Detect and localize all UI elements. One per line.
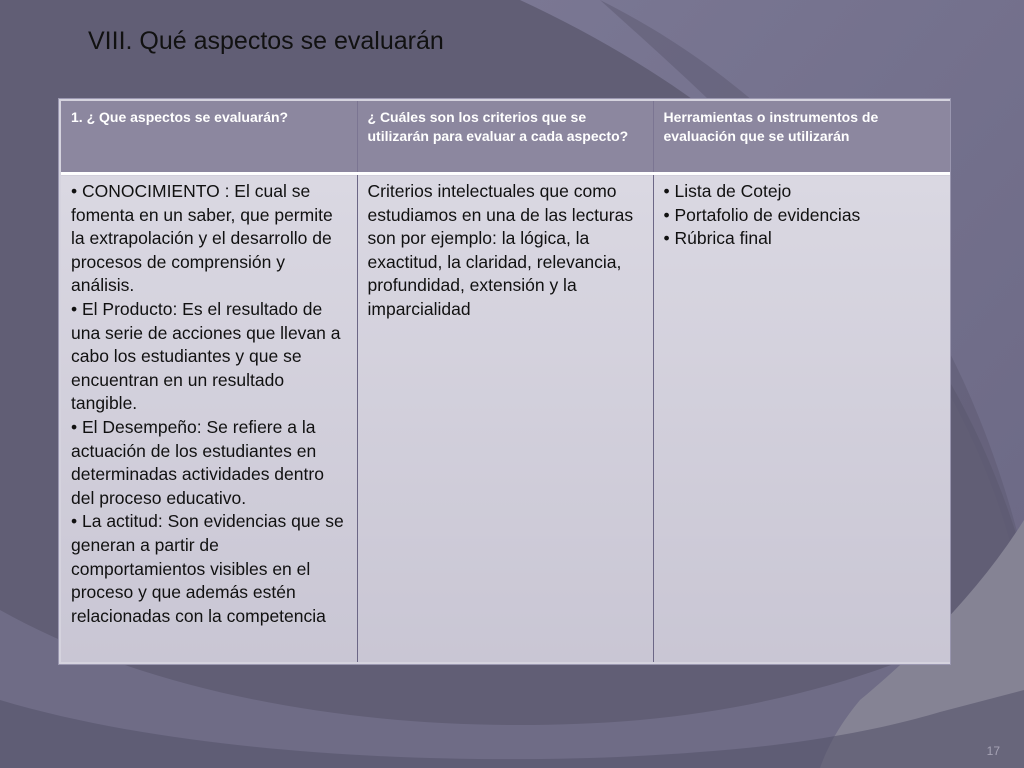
header-aspects: 1. ¿ Que aspectos se evaluarán?: [61, 101, 357, 174]
header-tools: Herramientas o instrumentos de evaluación que se utilizarán: [653, 101, 950, 174]
criteria-text: Criterios intelectuales que como estudiamos en una de las lecturas son por ejemplo: la lógica, la exactitud, la claridad, relevancia, profundidad, extensión y la imparcialidad: [367, 181, 634, 319]
aspect-performance: • El Desempeño: Se refiere a la actuación de los estudiantes en determinadas actividades dentro del proceso educativo.: [71, 416, 324, 508]
tool-rubric: • Rúbrica final: [663, 228, 772, 249]
table-row: [61, 174, 950, 663]
tool-checklist: • Lista de Cotejo: [663, 181, 792, 201]
slide-number: 17: [986, 744, 1000, 758]
evaluation-table-frame: [58, 98, 951, 665]
slide-title: VIII. Qué aspectos se evaluarán: [88, 27, 444, 55]
tool-portfolio: • Portafolio de evidencias: [663, 204, 861, 225]
aspect-knowledge: • CONOCIMIENTO : El cual se fomenta en un saber, que permite la extrapolación y el desarrollo de procesos de comprensión y análisis.: [71, 181, 333, 296]
aspect-attitude: • La actitud: Son evidencias que se generan a partir de comportamientos visibles en el proceso y que además estén relacionadas con la competencia: [71, 511, 344, 626]
cell-aspects: [61, 174, 357, 663]
cell-tools: [653, 174, 950, 663]
cell-criteria: [357, 174, 653, 663]
aspect-product: • El Producto: Es el resultado de una serie de acciones que llevan a cabo los estudiantes y que se encuentran en un resultado tangible.: [71, 298, 341, 414]
evaluation-table: [61, 101, 950, 662]
header-criteria: ¿ Cuáles son los criterios que se utilizarán para evaluar a cada aspecto?: [357, 101, 653, 174]
table-header-row: [61, 101, 950, 174]
